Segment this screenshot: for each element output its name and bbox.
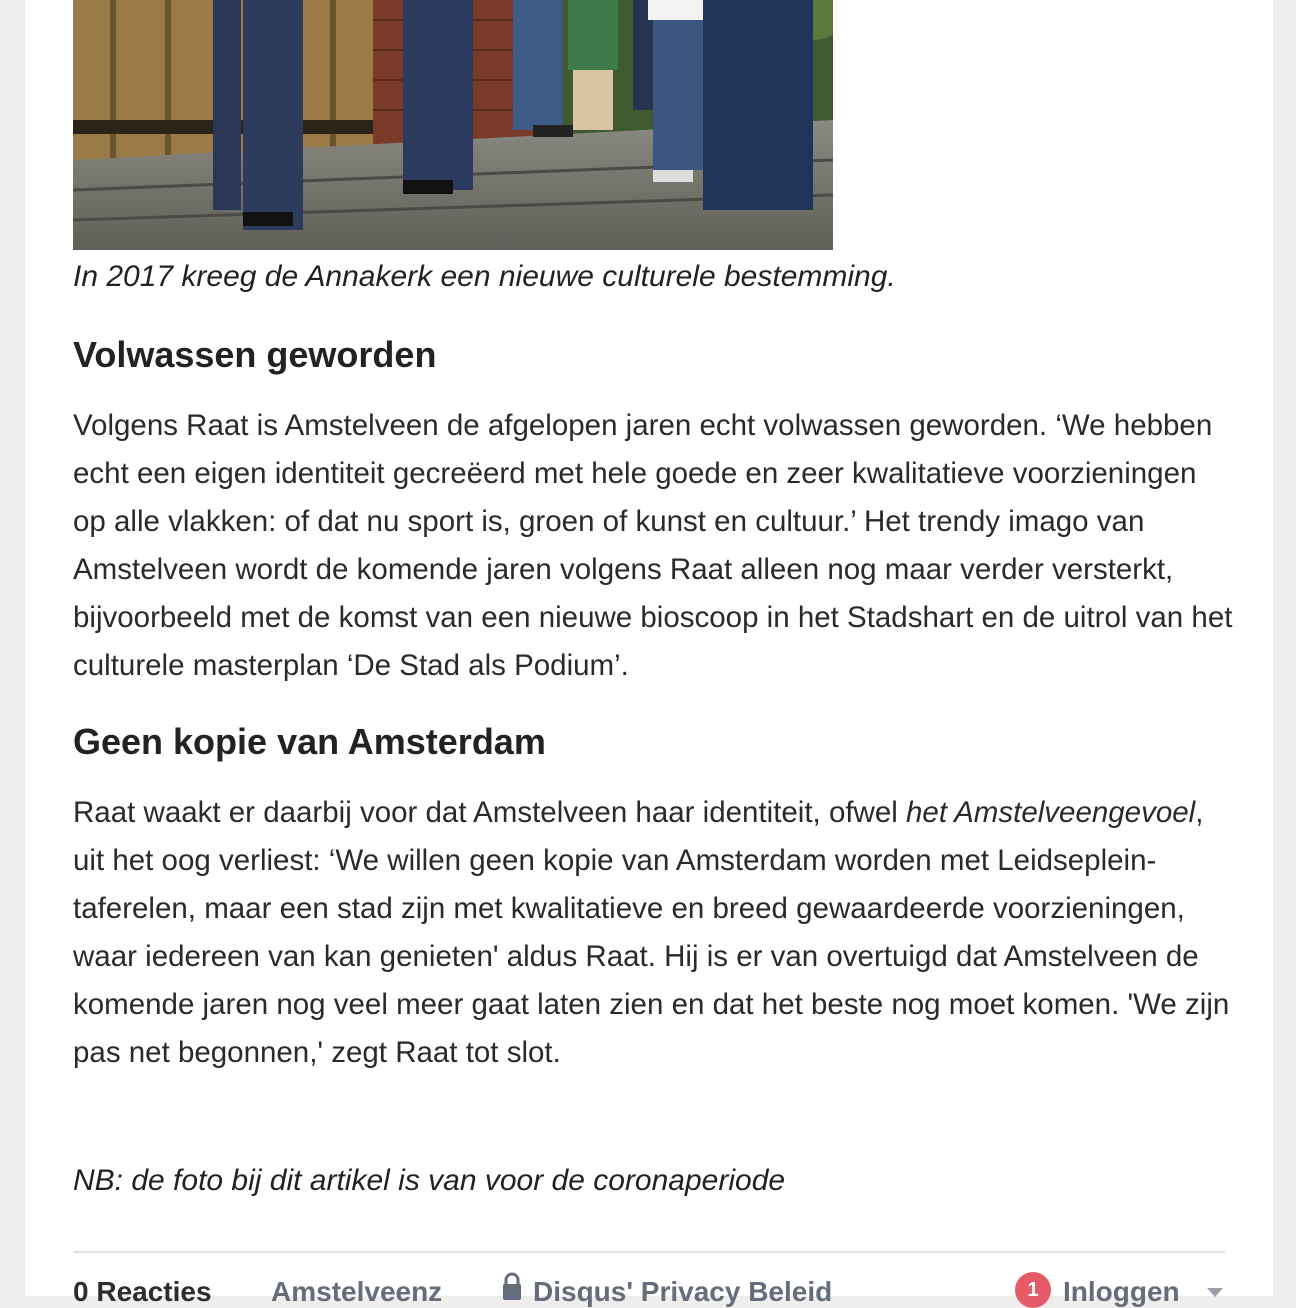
login-button[interactable]: Inloggen	[1063, 1276, 1180, 1307]
comments-count-tab[interactable]: 0 Reacties	[73, 1276, 212, 1307]
article-page	[25, 0, 1273, 1307]
article-photo	[73, 0, 833, 250]
section-paragraph-kopie	[73, 789, 1233, 1077]
comments-nav	[73, 1268, 1225, 1308]
privacy-policy-link[interactable]: Disqus' Privacy Beleid	[533, 1276, 833, 1307]
notification-badge[interactable]: 1	[1015, 1272, 1051, 1308]
section-heading-kopie: Geen kopie van Amsterdam	[73, 721, 546, 762]
community-tab[interactable]: Amstelveenz	[271, 1276, 443, 1307]
section-heading-volwassen: Volwassen geworden	[73, 334, 437, 375]
paragraph-text: , uit het oog verliest: ‘We willen geen kopie van Amsterdam worden met Leidseplein-taferelen, maar een stad zijn met kwalitatieve en breed gewaardeerde voorzieningen, waar iedereen van kan genieten' aldus Raat. Hij is er van overtuigd dat Amstelveen de komende jaren nog veel meer gaat laten zien en dat het beste nog moet komen. 'We zijn pas net begonnen,' zegt Raat tot slot.	[73, 796, 1230, 1069]
section-paragraph-volwassen: Volgens Raat is Amstelveen de afgelopen jaren echt volwassen geworden. ‘We hebben echt een eigen identiteit gecreëerd met hele goede en zeer kwalitatieve voorzieningen op alle vlakken: of dat nu sport is, groen of kunst en cultuur.’ Het trendy imago van Amstelveen wordt de komende jaren volgens Raat alleen nog maar verder versterkt, bijvoorbeeld met de komst van een nieuwe bioscoop in het Stadshart en de uitrol van het culturele masterplan ‘De Stad als Podium’.	[73, 409, 1233, 682]
article-photo-illustration	[73, 0, 833, 250]
divider	[73, 1251, 1225, 1253]
paragraph-emphasis: het Amstelveengevoel	[906, 796, 1196, 829]
paragraph-text: Raat waakt er daarbij voor dat Amstelveen haar identiteit, ofwel	[73, 796, 907, 829]
photo-caption: In 2017 kreeg de Annakerk een nieuwe culturele bestemming.	[73, 260, 896, 293]
article-note: NB: de foto bij dit artikel is van voor de coronaperiode	[73, 1164, 786, 1197]
chevron-down-icon[interactable]	[1207, 1288, 1223, 1298]
